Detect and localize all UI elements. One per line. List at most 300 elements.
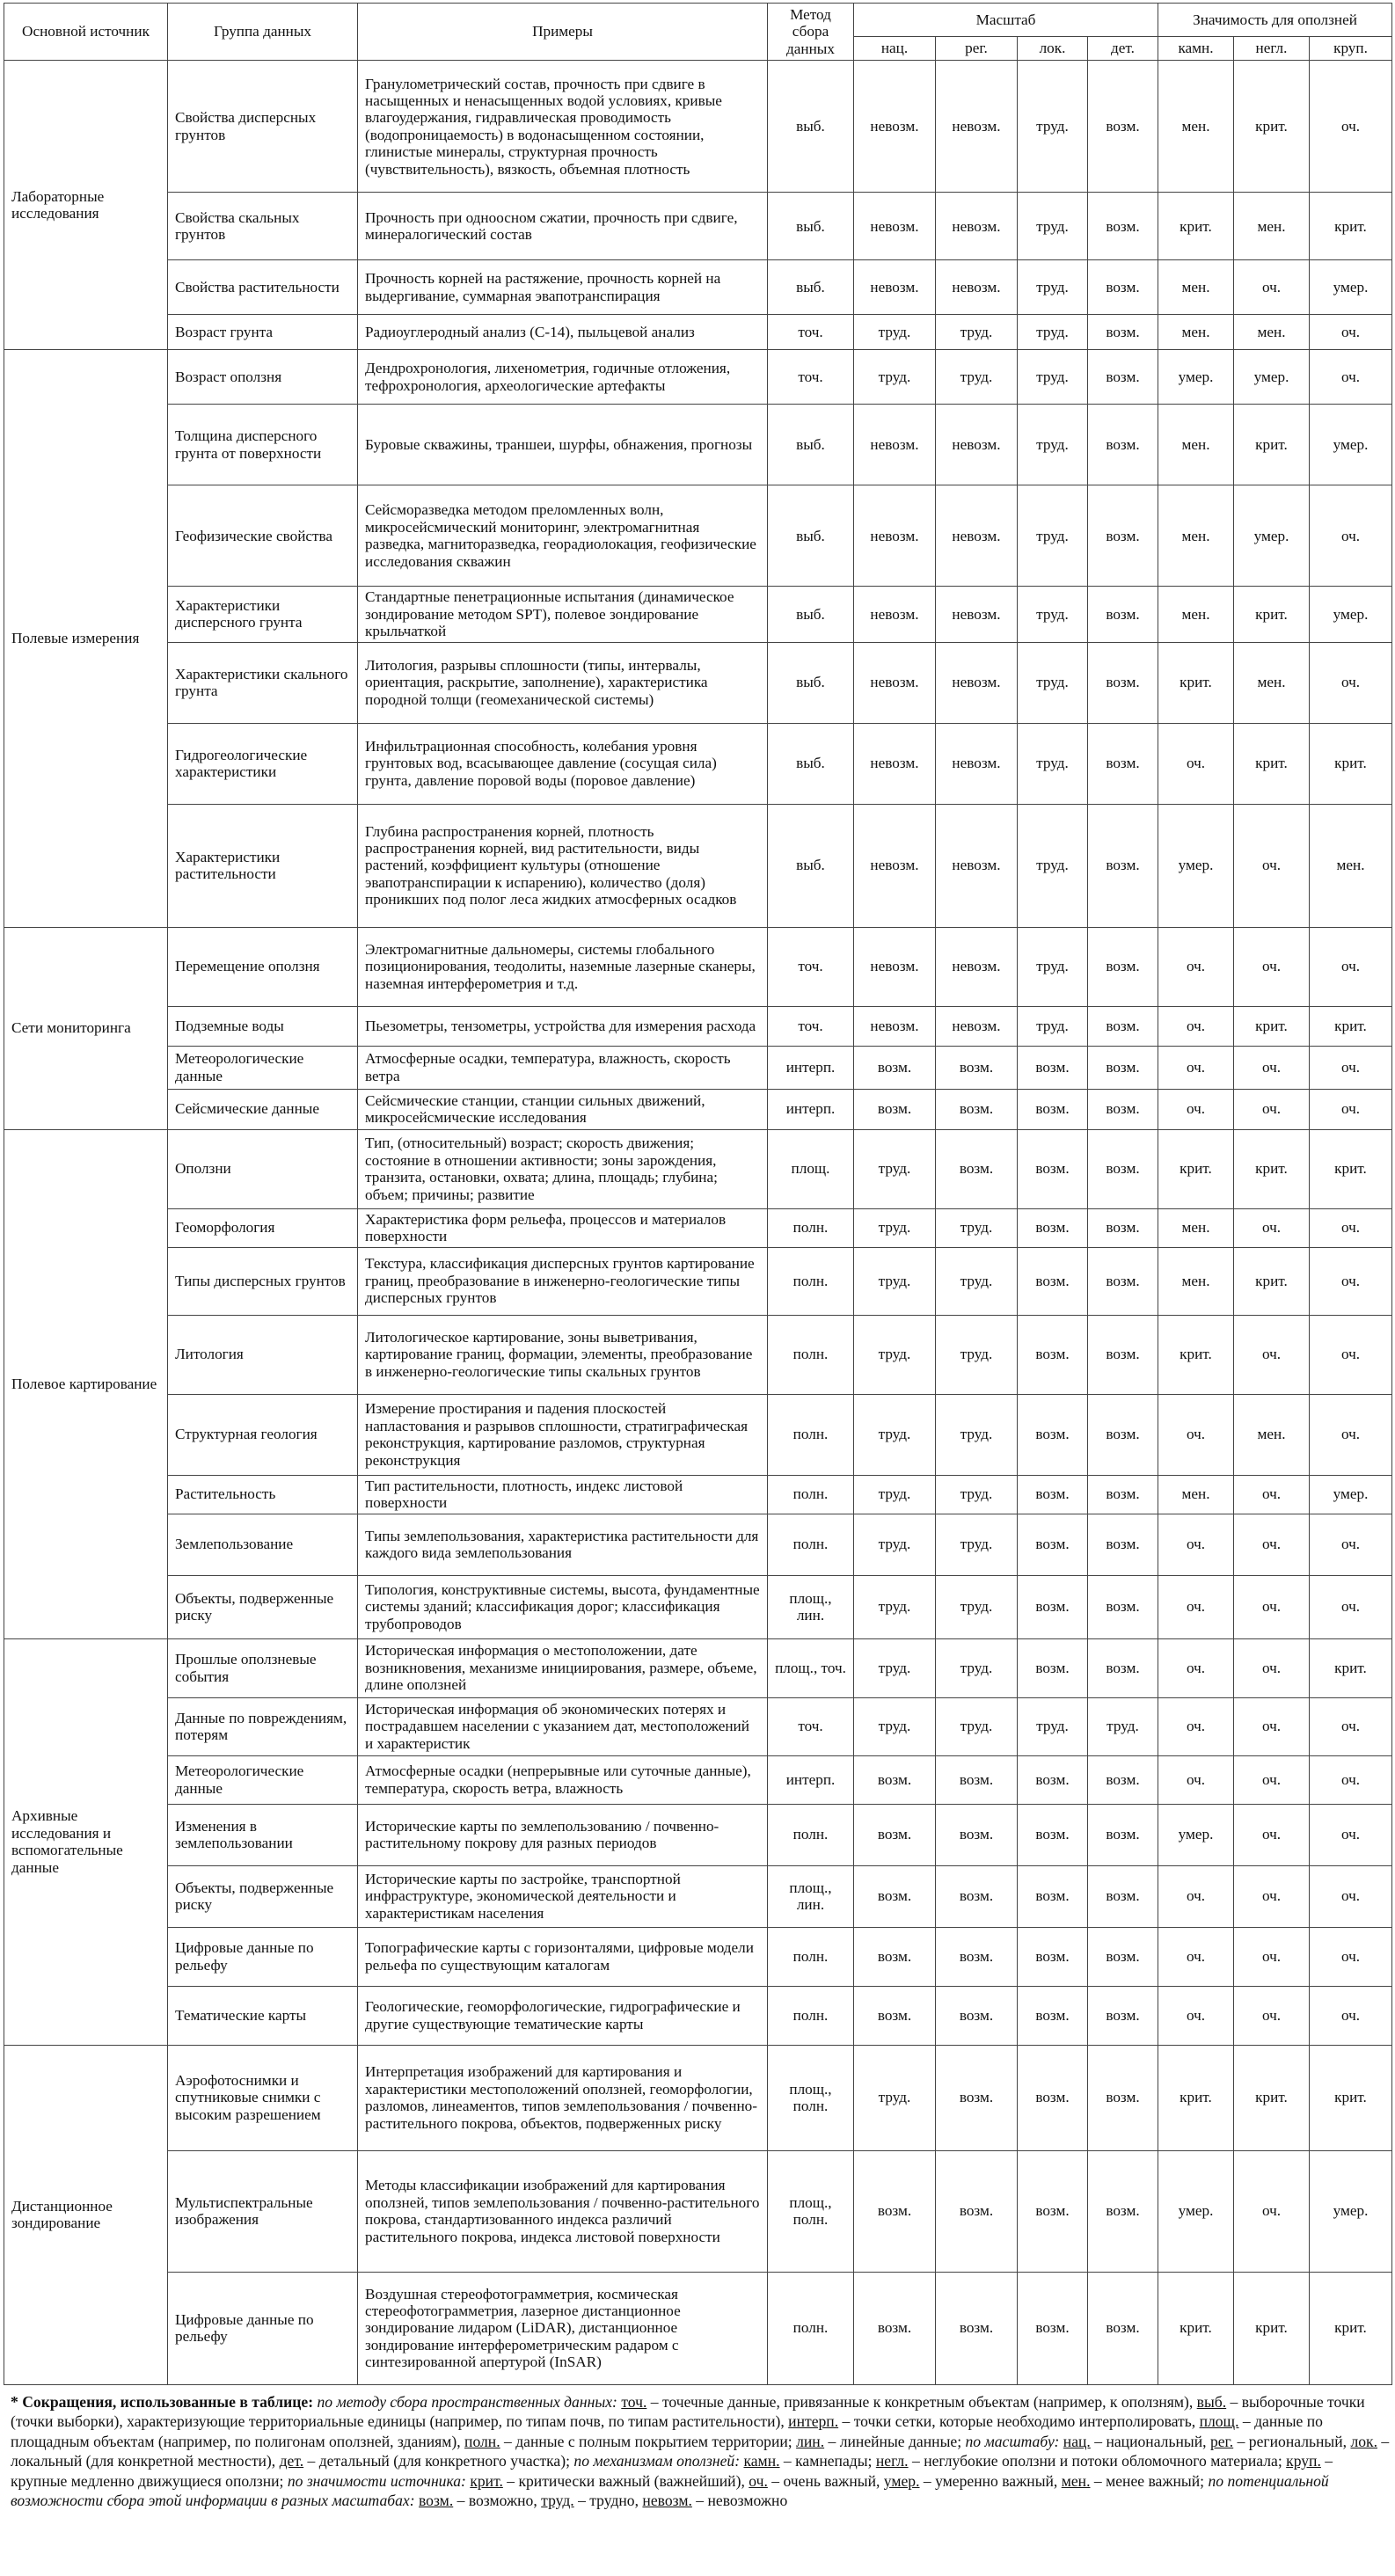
negl-cell: оч. — [1234, 1089, 1310, 1129]
examples-cell: Гранулометрический состав, прочность при сдвиге в насыщенных и ненасыщенных водой условиях, кривые влагоудержания, гидравлическая проводимость (водопроницаемость) в водонасыщенном состоянии, глинистые минералы, структурная прочность (чувствительность), вязкость, объемная плотность — [358, 61, 768, 193]
legend-key: труд. — [541, 2492, 574, 2510]
krup-cell: оч. — [1310, 1755, 1392, 1804]
header-group: Группа данных — [168, 4, 358, 61]
examples-cell: Методы классификации изображений для картирования оползней, типов землепользования / почвенно-растительного покрова, стандартизованного индекса различий растительного покрова, индекса листовой поверхности — [358, 2150, 768, 2272]
examples-cell: Текстура, классификация дисперсных грунтов картирование границ, преобразование в инженерно-геологические типы дисперсных грунтов — [358, 1247, 768, 1315]
examples-cell: Интерпретация изображений для картирования и характеристики местоположений оползней, геоморфологии, разломов, линеаментов, типов землепользования / почвенно-растительного покрова, объектов, подверженных риску — [358, 2045, 768, 2150]
header-sig-negl: негл. — [1234, 36, 1310, 61]
loc-cell: возм. — [1018, 1804, 1088, 1865]
reg-cell: невозм. — [936, 485, 1018, 587]
kamn-cell: мен. — [1158, 587, 1234, 642]
legend-desc: – неглубокие оползни и потоки обломочного материала; — [908, 2452, 1282, 2470]
method-cell: полн. — [768, 1315, 854, 1394]
negl-cell: оч. — [1234, 2150, 1310, 2272]
reg-cell: возм. — [936, 1089, 1018, 1129]
method-cell: выб. — [768, 804, 854, 927]
legend-key: лок. — [1350, 2432, 1377, 2450]
negl-cell: крит. — [1234, 2045, 1310, 2150]
examples-cell: Дендрохронология, лихенометрия, годичные отложения, тефрохронология, археологические артефакты — [358, 350, 768, 405]
nat-cell: невозм. — [854, 193, 936, 260]
method-cell: выб. — [768, 61, 854, 193]
krup-cell: крит. — [1310, 2045, 1392, 2150]
negl-cell: крит. — [1234, 723, 1310, 804]
krup-cell: оч. — [1310, 1247, 1392, 1315]
krup-cell: оч. — [1310, 927, 1392, 1006]
examples-cell: Историческая информация о местоположении, дате возникновения, механизме инициирования, размере, объеме, длине оползней — [358, 1638, 768, 1697]
det-cell: возм. — [1088, 193, 1158, 260]
det-cell: возм. — [1088, 1927, 1158, 1986]
examples-cell: Историческая информация об экономических потерях и пострадавшем населении с указанием дат, местоположений и характеристик — [358, 1697, 768, 1755]
examples-cell: Воздушная стереофотограмметрия, космическая стереофотограмметрия, лазерное дистанционное зондирование лидаром (LiDAR), дистанционное зондирование интерферометрическим радаром с синтезированной апертурой (InSAR) — [358, 2272, 768, 2384]
reg-cell: невозм. — [936, 642, 1018, 723]
table-row — [4, 350, 1392, 405]
table-row — [4, 1804, 1392, 1865]
legend — [4, 2392, 1391, 2511]
krup-cell: мен. — [1310, 804, 1392, 927]
negl-cell: крит. — [1234, 587, 1310, 642]
negl-cell: оч. — [1234, 260, 1310, 315]
kamn-cell: оч. — [1158, 1927, 1234, 1986]
group-cell: Гидрогеологические характеристики — [168, 723, 358, 804]
examples-cell: Типы землепользования, характеристика растительности для каждого вида землепользования — [358, 1514, 768, 1575]
legend-desc: – камнепады; — [779, 2452, 873, 2470]
det-cell: возм. — [1088, 1129, 1158, 1208]
kamn-cell: оч. — [1158, 1089, 1234, 1129]
method-cell: выб. — [768, 405, 854, 485]
table-row — [4, 927, 1392, 1006]
group-cell: Метеорологические данные — [168, 1046, 358, 1089]
legend-key: выб. — [1196, 2392, 1227, 2411]
det-cell: возм. — [1088, 1638, 1158, 1697]
legend-desc: – точечные данные, привязанные к конкретным объектам (например, к оползням), — [646, 2392, 1194, 2411]
group-cell: Перемещение оползня — [168, 927, 358, 1006]
kamn-cell: крит. — [1158, 2272, 1234, 2384]
loc-cell: труд. — [1018, 1006, 1088, 1046]
header-scale-reg: рег. — [936, 36, 1018, 61]
table-row — [4, 1865, 1392, 1927]
krup-cell: умер. — [1310, 587, 1392, 642]
legend-key: негл. — [875, 2452, 909, 2470]
nat-cell: труд. — [854, 1514, 936, 1575]
table-row — [4, 1514, 1392, 1575]
kamn-cell: оч. — [1158, 1638, 1234, 1697]
examples-cell: Сейсморазведка методом преломленных волн, микросейсмический мониторинг, электромагнитная разведка, магниторазведка, георадиолокация, геофизические исследования скважин — [358, 485, 768, 587]
negl-cell: умер. — [1234, 485, 1310, 587]
group-cell: Объекты, подверженные риску — [168, 1865, 358, 1927]
source-cell: Лабораторные исследования — [4, 61, 168, 350]
source-cell: Архивные исследования и вспомогательные данные — [4, 1638, 168, 2045]
kamn-cell: оч. — [1158, 1394, 1234, 1475]
examples-cell: Сейсмические станции, станции сильных движений, микросейсмические исследования — [358, 1089, 768, 1129]
group-cell: Землепользование — [168, 1514, 358, 1575]
reg-cell: возм. — [936, 2150, 1018, 2272]
kamn-cell: мен. — [1158, 405, 1234, 485]
examples-cell: Литологическое картирование, зоны выветривания, картирование границ, формации, элементы, преобразование в инженерно-геологические типы скальных грунтов — [358, 1315, 768, 1394]
nat-cell: труд. — [854, 1575, 936, 1638]
method-cell: выб. — [768, 587, 854, 642]
legend-by-significance: по значимости источника: — [287, 2471, 466, 2490]
source-cell: Сети мониторинга — [4, 927, 168, 1129]
examples-cell: Исторические карты по застройке, транспортной инфраструктуре, экономической деятельности и характеристикам населения — [358, 1865, 768, 1927]
table-row — [4, 405, 1392, 485]
det-cell: труд. — [1088, 1697, 1158, 1755]
table-row — [4, 315, 1392, 350]
table-row — [4, 1475, 1392, 1514]
header-source: Основной источник — [4, 4, 168, 61]
det-cell: возм. — [1088, 405, 1158, 485]
nat-cell: труд. — [854, 315, 936, 350]
det-cell: возм. — [1088, 587, 1158, 642]
legend-desc: – трудно, — [573, 2492, 639, 2510]
legend-desc: – крупные медленно движущиеся оползни; — [11, 2452, 1333, 2490]
legend-desc: – очень важный, — [767, 2471, 880, 2490]
method-cell: точ. — [768, 1006, 854, 1046]
nat-cell: возм. — [854, 2150, 936, 2272]
group-cell: Оползни — [168, 1129, 358, 1208]
loc-cell: возм. — [1018, 1129, 1088, 1208]
table-row — [4, 1208, 1392, 1247]
nat-cell: труд. — [854, 1638, 936, 1697]
source-cell: Полевые измерения — [4, 350, 168, 927]
negl-cell: крит. — [1234, 1247, 1310, 1315]
group-cell: Мультиспектральные изображения — [168, 2150, 358, 2272]
table-row — [4, 1638, 1392, 1697]
header-examples: Примеры — [358, 4, 768, 61]
reg-cell: невозм. — [936, 804, 1018, 927]
legend-by-potential: по потенциальной возможности сбора этой информации в разных масштабах: — [11, 2471, 1329, 2510]
krup-cell: крит. — [1310, 1129, 1392, 1208]
negl-cell: оч. — [1234, 1514, 1310, 1575]
kamn-cell: оч. — [1158, 1514, 1234, 1575]
method-cell: точ. — [768, 315, 854, 350]
negl-cell: оч. — [1234, 1575, 1310, 1638]
reg-cell: невозм. — [936, 260, 1018, 315]
negl-cell: оч. — [1234, 1697, 1310, 1755]
loc-cell: труд. — [1018, 927, 1088, 1006]
det-cell: возм. — [1088, 1755, 1158, 1804]
det-cell: возм. — [1088, 315, 1158, 350]
examples-cell: Типология, конструктивные системы, высота, фундаментные системы зданий; классификация дорог; классификация трубопроводов — [358, 1575, 768, 1638]
examples-cell: Глубина распространения корней, плотность распространения корней, вид растительности, виды растений, коэффициент культуры (отношение эвапотранспирации к испарению), количество (доля) проникших под полог леса жидких атмосферных осадков — [358, 804, 768, 927]
examples-cell: Тип, (относительный) возраст; скорость движения; состояние в отношении активности; зоны зарождения, транзита, остановки, охвата; длина, площадь; глубина; объем; причины; развитие — [358, 1129, 768, 1208]
method-cell: площ., точ. — [768, 1638, 854, 1697]
reg-cell: возм. — [936, 1986, 1018, 2045]
table-row — [4, 61, 1392, 193]
method-cell: полн. — [768, 1927, 854, 1986]
negl-cell: крит. — [1234, 1129, 1310, 1208]
source-cell: Дистанционное зондирование — [4, 2045, 168, 2384]
legend-desc: – региональный, — [1233, 2432, 1348, 2450]
det-cell: возм. — [1088, 1089, 1158, 1129]
kamn-cell: оч. — [1158, 1046, 1234, 1089]
loc-cell: возм. — [1018, 1514, 1088, 1575]
kamn-cell: крит. — [1158, 642, 1234, 723]
krup-cell: крит. — [1310, 2272, 1392, 2384]
krup-cell: оч. — [1310, 1927, 1392, 1986]
table-row — [4, 260, 1392, 315]
nat-cell: невозм. — [854, 405, 936, 485]
table-row — [4, 587, 1392, 642]
legend-desc: – выборочные точки (точки выборки), характеризующие территориальные единицы (например, по типам почв, по типам растительности), — [11, 2392, 1365, 2431]
loc-cell: возм. — [1018, 1315, 1088, 1394]
legend-key: дет. — [279, 2452, 304, 2470]
method-cell: полн. — [768, 1804, 854, 1865]
legend-desc: – данные с полным покрытием территории; — [500, 2432, 792, 2450]
table-row — [4, 1129, 1392, 1208]
nat-cell: невозм. — [854, 260, 936, 315]
examples-cell: Исторические карты по землепользованию / почвенно-растительному покрову для разных периодов — [358, 1804, 768, 1865]
method-cell: площ., лин. — [768, 1575, 854, 1638]
group-cell: Литология — [168, 1315, 358, 1394]
group-cell: Характеристики дисперсного грунта — [168, 587, 358, 642]
legend-key: невозм. — [642, 2492, 692, 2510]
group-cell: Типы дисперсных грунтов — [168, 1247, 358, 1315]
krup-cell: оч. — [1310, 1865, 1392, 1927]
group-cell: Метеорологические данные — [168, 1755, 358, 1804]
loc-cell: возм. — [1018, 2045, 1088, 2150]
examples-cell: Тип растительности, плотность, индекс листовой поверхности — [358, 1475, 768, 1514]
method-cell: полн. — [768, 1247, 854, 1315]
nat-cell: невозм. — [854, 587, 936, 642]
method-cell: интерп. — [768, 1089, 854, 1129]
reg-cell: невозм. — [936, 587, 1018, 642]
krup-cell: оч. — [1310, 61, 1392, 193]
loc-cell: возм. — [1018, 1986, 1088, 2045]
loc-cell: возм. — [1018, 1575, 1088, 1638]
method-cell: полн. — [768, 1514, 854, 1575]
table-row — [4, 642, 1392, 723]
legend-key: нац. — [1063, 2432, 1091, 2450]
table-row — [4, 1247, 1392, 1315]
legend-desc: – точки сетки, которые необходимо интерполировать, — [838, 2412, 1196, 2431]
legend-desc: – национальный, — [1090, 2432, 1207, 2450]
kamn-cell: оч. — [1158, 1755, 1234, 1804]
det-cell: возм. — [1088, 1315, 1158, 1394]
kamn-cell: умер. — [1158, 350, 1234, 405]
examples-cell: Инфильтрационная способность, колебания уровня грунтовых вод, всасывающее давление (сосущая сила) грунта, давление поровой воды (поровое давление) — [358, 723, 768, 804]
header-scale-loc: лок. — [1018, 36, 1088, 61]
legend-key: точ. — [621, 2392, 647, 2411]
kamn-cell: оч. — [1158, 1697, 1234, 1755]
negl-cell: оч. — [1234, 1475, 1310, 1514]
header-scale: Масштаб — [854, 4, 1158, 37]
reg-cell: возм. — [936, 1927, 1018, 1986]
krup-cell: крит. — [1310, 1006, 1392, 1046]
det-cell: возм. — [1088, 927, 1158, 1006]
table-row — [4, 804, 1392, 927]
reg-cell: труд. — [936, 1208, 1018, 1247]
det-cell: возм. — [1088, 260, 1158, 315]
legend-desc: – линейные данные; — [824, 2432, 962, 2450]
group-cell: Объекты, подверженные риску — [168, 1575, 358, 1638]
det-cell: возм. — [1088, 1865, 1158, 1927]
header-significance: Значимость для оползней — [1158, 4, 1392, 37]
kamn-cell: оч. — [1158, 1575, 1234, 1638]
group-cell: Тематические карты — [168, 1986, 358, 2045]
loc-cell: возм. — [1018, 1046, 1088, 1089]
negl-cell: мен. — [1234, 193, 1310, 260]
legend-desc: – критически важный (важнейший), — [502, 2471, 745, 2490]
examples-cell: Геологические, геоморфологические, гидрографические и другие существующие тематические карты — [358, 1986, 768, 2045]
table-row — [4, 1927, 1392, 1986]
krup-cell: оч. — [1310, 1089, 1392, 1129]
legend-key: лин. — [796, 2432, 825, 2450]
krup-cell: оч. — [1310, 1208, 1392, 1247]
krup-cell: крит. — [1310, 1638, 1392, 1697]
loc-cell: возм. — [1018, 2150, 1088, 2272]
table-row — [4, 2272, 1392, 2384]
det-cell: возм. — [1088, 1986, 1158, 2045]
nat-cell: труд. — [854, 350, 936, 405]
det-cell: возм. — [1088, 2045, 1158, 2150]
krup-cell: оч. — [1310, 485, 1392, 587]
group-cell: Сейсмические данные — [168, 1089, 358, 1129]
nat-cell: труд. — [854, 1697, 936, 1755]
examples-cell: Атмосферные осадки, температура, влажность, скорость ветра — [358, 1046, 768, 1089]
method-cell: выб. — [768, 485, 854, 587]
table-body — [4, 61, 1392, 2384]
negl-cell: мен. — [1234, 1394, 1310, 1475]
kamn-cell: оч. — [1158, 1865, 1234, 1927]
negl-cell: мен. — [1234, 642, 1310, 723]
loc-cell: труд. — [1018, 260, 1088, 315]
loc-cell: возм. — [1018, 1755, 1088, 1804]
kamn-cell: мен. — [1158, 1247, 1234, 1315]
table-row — [4, 1315, 1392, 1394]
group-cell: Подземные воды — [168, 1006, 358, 1046]
legend-by-scale: по масштабу: — [965, 2432, 1060, 2450]
nat-cell: невозм. — [854, 804, 936, 927]
loc-cell: возм. — [1018, 2272, 1088, 2384]
legend-key: интерп. — [788, 2412, 839, 2431]
method-cell: полн. — [768, 1475, 854, 1514]
group-cell: Характеристики скального грунта — [168, 642, 358, 723]
method-cell: полн. — [768, 1986, 854, 2045]
det-cell: возм. — [1088, 1394, 1158, 1475]
source-cell: Полевое картирование — [4, 1129, 168, 1638]
det-cell: возм. — [1088, 2272, 1158, 2384]
header-sig-kamn: камн. — [1158, 36, 1234, 61]
reg-cell: возм. — [936, 2272, 1018, 2384]
nat-cell: возм. — [854, 1927, 936, 1986]
reg-cell: невозм. — [936, 61, 1018, 193]
kamn-cell: крит. — [1158, 1315, 1234, 1394]
method-cell: выб. — [768, 642, 854, 723]
reg-cell: возм. — [936, 1804, 1018, 1865]
negl-cell: крит. — [1234, 405, 1310, 485]
det-cell: возм. — [1088, 642, 1158, 723]
examples-cell: Электромагнитные дальномеры, системы глобального позиционирования, теодолиты, наземные лазерные сканеры, наземная интерферометрия и т.д. — [358, 927, 768, 1006]
reg-cell: труд. — [936, 1638, 1018, 1697]
kamn-cell: мен. — [1158, 1475, 1234, 1514]
examples-cell: Стандартные пенетрационные испытания (динамическое зондирование методом SPT), полевое зондирование крыльчаткой — [358, 587, 768, 642]
group-cell: Возраст грунта — [168, 315, 358, 350]
det-cell: возм. — [1088, 1046, 1158, 1089]
method-cell: выб. — [768, 260, 854, 315]
group-cell: Цифровые данные по рельефу — [168, 1927, 358, 1986]
kamn-cell: оч. — [1158, 1006, 1234, 1046]
loc-cell: возм. — [1018, 1927, 1088, 1986]
nat-cell: невозм. — [854, 61, 936, 193]
legend-title: * Сокращения, использованные в таблице: — [11, 2392, 314, 2411]
nat-cell: труд. — [854, 1129, 936, 1208]
legend-by-method: по методу сбора пространственных данных: — [317, 2392, 617, 2411]
negl-cell: оч. — [1234, 1638, 1310, 1697]
legend-desc: – менее важный; — [1090, 2471, 1205, 2490]
det-cell: возм. — [1088, 2150, 1158, 2272]
table-row — [4, 1046, 1392, 1089]
group-cell: Геоморфология — [168, 1208, 358, 1247]
landslide-data-table — [4, 3, 1392, 2385]
legend-desc: – возможно, — [453, 2492, 537, 2510]
nat-cell: возм. — [854, 2272, 936, 2384]
examples-cell: Прочность при одноосном сжатии, прочность при сдвиге, минералогический состав — [358, 193, 768, 260]
nat-cell: невозм. — [854, 723, 936, 804]
krup-cell: умер. — [1310, 2150, 1392, 2272]
nat-cell: возм. — [854, 1089, 936, 1129]
det-cell: возм. — [1088, 61, 1158, 193]
det-cell: возм. — [1088, 1208, 1158, 1247]
krup-cell: оч. — [1310, 642, 1392, 723]
header-scale-nat: нац. — [854, 36, 936, 61]
loc-cell: труд. — [1018, 1697, 1088, 1755]
kamn-cell: умер. — [1158, 2150, 1234, 2272]
reg-cell: труд. — [936, 1315, 1018, 1394]
legend-key: круп. — [1286, 2452, 1321, 2470]
examples-cell: Буровые скважины, траншеи, шурфы, обнажения, прогнозы — [358, 405, 768, 485]
loc-cell: возм. — [1018, 1638, 1088, 1697]
kamn-cell: мен. — [1158, 61, 1234, 193]
negl-cell: оч. — [1234, 804, 1310, 927]
reg-cell: труд. — [936, 1475, 1018, 1514]
legend-desc: – данные по площадным объектам (например, по полигонам оползней, зданиям), — [11, 2412, 1323, 2450]
negl-cell: крит. — [1234, 1006, 1310, 1046]
loc-cell: труд. — [1018, 405, 1088, 485]
nat-cell: труд. — [854, 1315, 936, 1394]
method-cell: точ. — [768, 350, 854, 405]
negl-cell: оч. — [1234, 1208, 1310, 1247]
krup-cell: оч. — [1310, 350, 1392, 405]
negl-cell: умер. — [1234, 350, 1310, 405]
loc-cell: труд. — [1018, 723, 1088, 804]
table-row — [4, 1394, 1392, 1475]
method-cell: точ. — [768, 927, 854, 1006]
reg-cell: возм. — [936, 1046, 1018, 1089]
table-row — [4, 723, 1392, 804]
legend-key: умер. — [883, 2471, 920, 2490]
nat-cell: труд. — [854, 1208, 936, 1247]
negl-cell: крит. — [1234, 2272, 1310, 2384]
legend-desc: – умеренно важный, — [919, 2471, 1058, 2490]
method-cell: интерп. — [768, 1046, 854, 1089]
table-row — [4, 1089, 1392, 1129]
reg-cell: невозм. — [936, 405, 1018, 485]
table-row — [4, 1755, 1392, 1804]
table-row — [4, 2045, 1392, 2150]
loc-cell: труд. — [1018, 61, 1088, 193]
krup-cell: оч. — [1310, 1575, 1392, 1638]
nat-cell: возм. — [854, 1046, 936, 1089]
loc-cell: труд. — [1018, 642, 1088, 723]
nat-cell: труд. — [854, 1247, 936, 1315]
negl-cell: оч. — [1234, 1865, 1310, 1927]
det-cell: возм. — [1088, 723, 1158, 804]
nat-cell: труд. — [854, 1394, 936, 1475]
method-cell: площ., полн. — [768, 2150, 854, 2272]
nat-cell: возм. — [854, 1804, 936, 1865]
reg-cell: труд. — [936, 350, 1018, 405]
negl-cell: крит. — [1234, 61, 1310, 193]
